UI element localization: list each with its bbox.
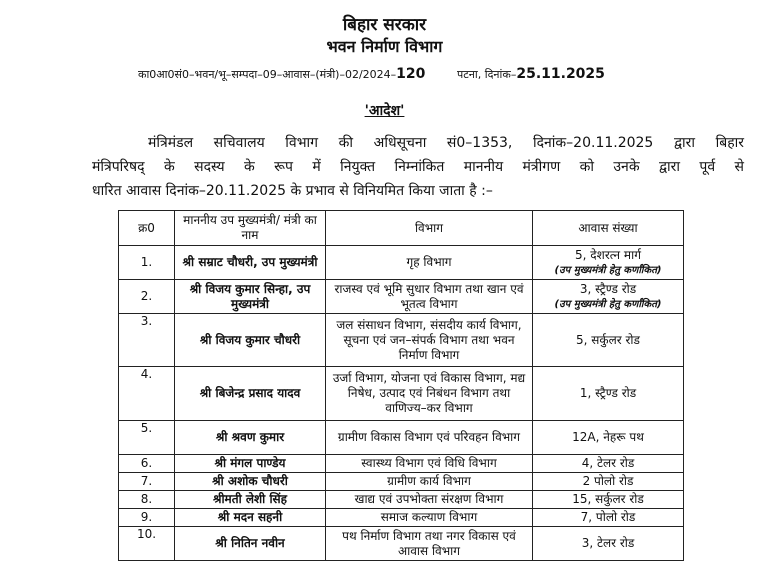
row-sn: 8. — [119, 491, 175, 509]
row-dept: स्वास्थ्य विभाग एवं विधि विभाग — [326, 455, 533, 473]
row-name: श्री नितिन नवीन — [175, 527, 326, 561]
table-row — [119, 509, 684, 527]
row-dept: उर्जा विभाग, योजना एवं विकास विभाग, मद्य निषेध, उत्पाद एवं निबंधन विभाग तथा वाणिज्य–कर विभाग — [326, 367, 533, 421]
table-row — [119, 367, 684, 421]
row-residence — [533, 280, 684, 314]
paragraph-line-3: धारित आवास दिनांक–20.11.2025 के प्रभाव से विनियमित किया जाता है :– — [92, 183, 493, 199]
letter-number-prefix: का0आ0सं0–भवन/भू–सम्पदा–09–आवास–(मंत्री)–02/2024– — [138, 68, 397, 81]
row-sn: 3. — [119, 314, 175, 367]
residence-value: 1, स्ट्रैण्ड रोड — [579, 386, 637, 400]
row-sn: 1. — [119, 246, 175, 280]
table-row — [119, 246, 684, 280]
residence-value: 15, सर्कुलर रोड — [572, 492, 644, 506]
row-dept: गृह विभाग — [326, 246, 533, 280]
table-row — [119, 473, 684, 491]
residence-value: 3, स्ट्रैण्ड रोड — [579, 281, 637, 296]
order-date: 25.11.2025 — [516, 66, 605, 82]
table-row — [119, 491, 684, 509]
row-name: श्री श्रवण कुमार — [175, 421, 326, 455]
header-dept: विभाग — [326, 211, 533, 246]
row-sn: 2. — [119, 280, 175, 314]
place-date-prefix: पटना, दिनांक– — [457, 68, 517, 81]
row-dept: जल संसाधन विभाग, संसदीय कार्य विभाग, सूचना एवं जन–संपर्क विभाग तथा भवन निर्माण विभाग — [326, 314, 533, 367]
row-name: श्री अशोक चौधरी — [175, 473, 326, 491]
row-dept: खाद्य एवं उपभोक्ता संरक्षण विभाग — [326, 491, 533, 509]
row-sn: 4. — [119, 367, 175, 421]
residence-value: 2 पोलो रोड — [582, 474, 634, 488]
table-header-row — [119, 211, 684, 246]
row-dept: पथ निर्माण विभाग तथा नगर विकास एवं आवास विभाग — [326, 527, 533, 561]
residence-value: 5, देशरत्न मार्ग — [575, 247, 641, 262]
residence-value: 7, पोलो रोड — [580, 510, 636, 524]
row-sn: 7. — [119, 473, 175, 491]
row-name: श्री मदन सहनी — [175, 509, 326, 527]
residence-note: (उप मुख्यमंत्री हेतु कर्णांकित) — [554, 298, 662, 310]
row-sn: 10. — [119, 527, 175, 561]
table-row — [119, 280, 684, 314]
letter-number — [138, 66, 425, 82]
residence-table — [118, 210, 684, 561]
header-sn: क्र0 — [119, 211, 175, 246]
row-sn: 6. — [119, 455, 175, 473]
row-name: श्री विजय कुमार सिन्हा, उप मुख्यमंत्री — [175, 280, 326, 314]
row-name: श्री विजय कुमार चौधरी — [175, 314, 326, 367]
place-date — [457, 66, 605, 82]
row-dept: राजस्व एवं भूमि सुधार विभाग तथा खान एवं भूतत्व विभाग — [326, 280, 533, 314]
residence-value: 5, सर्कुलर रोड — [576, 332, 640, 347]
row-sn: 5. — [119, 421, 175, 455]
row-name: श्री बिजेन्द्र प्रसाद यादव — [175, 367, 326, 421]
residence-value: 12A, नेहरू पथ — [572, 430, 644, 444]
table-row — [119, 314, 684, 367]
row-residence — [533, 527, 684, 561]
department-title: भवन निर्माण विभाग — [326, 37, 443, 56]
table-row — [119, 527, 684, 561]
row-residence — [533, 421, 684, 455]
row-residence — [533, 314, 684, 367]
table-row — [119, 421, 684, 455]
row-name: श्री मंगल पाण्डेय — [175, 455, 326, 473]
header-residence: आवास संख्या — [533, 211, 684, 246]
row-residence — [533, 246, 684, 280]
order-paragraph — [92, 131, 744, 203]
header-name: माननीय उप मुख्यमंत्री/ मंत्री का नाम — [175, 211, 326, 246]
row-dept: ग्रामीण कार्य विभाग — [326, 473, 533, 491]
row-dept: ग्रामीण विकास विभाग एवं परिवहन विभाग — [326, 421, 533, 455]
row-residence — [533, 367, 684, 421]
paragraph-line-2: मंत्रिपरिषद् के सदस्य के रूप में नियुक्त निम्नांकित माननीय मंत्रीगण को उनके द्वारा पूर्व से — [92, 159, 744, 175]
row-sn: 9. — [119, 509, 175, 527]
residence-value: 3, टेलर रोड — [581, 536, 635, 550]
order-title: 'आदेश' — [364, 103, 405, 119]
row-residence — [533, 509, 684, 527]
row-name: श्रीमती लेशी सिंह — [175, 491, 326, 509]
row-dept: समाज कल्याण विभाग — [326, 509, 533, 527]
letter-number-suffix: 120 — [396, 66, 426, 82]
row-residence — [533, 491, 684, 509]
government-title: बिहार सरकार — [342, 15, 427, 35]
row-name: श्री सम्राट चौधरी, उप मुख्यमंत्री — [175, 246, 326, 280]
residence-value: 4, टेलर रोड — [581, 456, 635, 470]
row-residence — [533, 455, 684, 473]
residence-note: (उप मुख्यमंत्री हेतु कर्णांकित) — [554, 264, 662, 276]
row-residence — [533, 473, 684, 491]
table-row — [119, 455, 684, 473]
paragraph-line-1: मंत्रिमंडल सचिवालय विभाग की अधिसूचना सं0–1353, दिनांक–20.11.2025 द्वारा बिहार — [148, 135, 744, 151]
